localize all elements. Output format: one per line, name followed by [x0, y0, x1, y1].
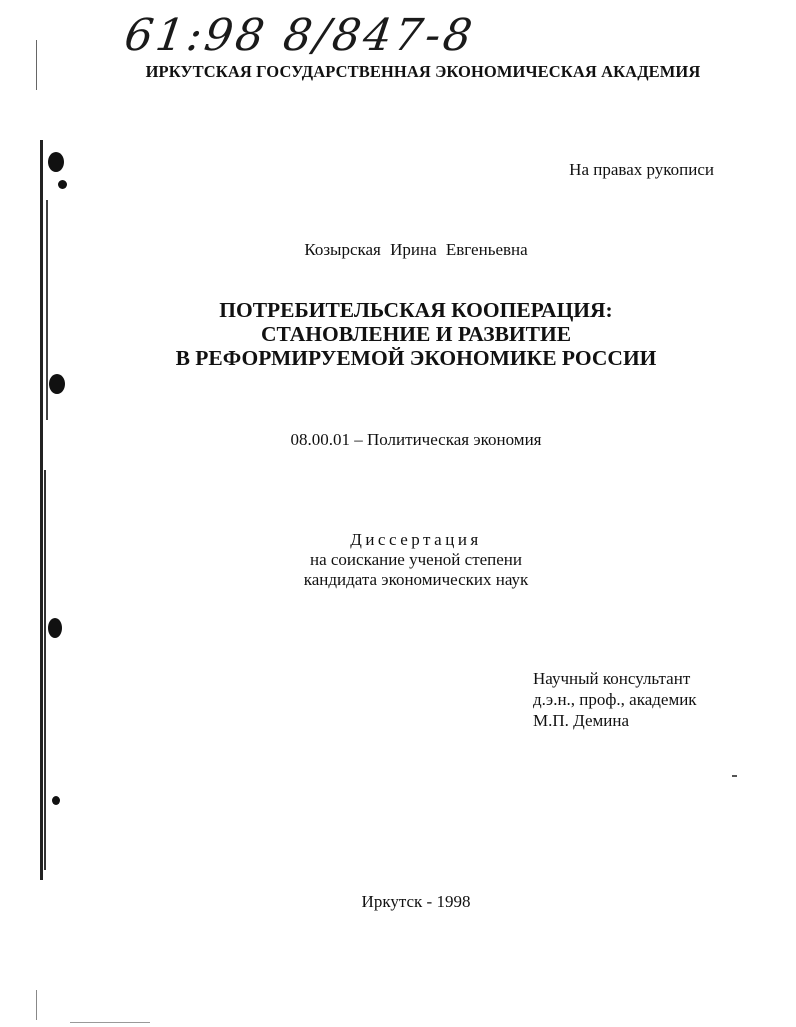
- institution-name: ИРКУТСКАЯ ГОСУДАРСТВЕННАЯ ЭКОНОМИЧЕСКАЯ АКАДЕМИЯ: [145, 62, 701, 81]
- dissertation-title: [0, 298, 796, 370]
- author-name: Козырская Ирина Евгеньевна: [304, 240, 528, 259]
- manuscript-note: На правах рукописи: [569, 160, 714, 179]
- consultant-role: Научный консультант: [533, 669, 691, 688]
- title-line-2: СТАНОВЛЕНИЕ И РАЗВИТИЕ: [260, 322, 572, 346]
- specialty-code: 08.00.01 – Политическая экономия: [290, 430, 542, 449]
- consultant-degree: д.э.н., проф., академик: [533, 690, 697, 709]
- title-line-1: ПОТРЕБИТЕЛЬСКАЯ КООПЕРАЦИЯ:: [219, 298, 613, 322]
- degree-line-2: кандидата экономических наук: [303, 570, 529, 589]
- title-line-3: В РЕФОРМИРУЕМОЙ ЭКОНОМИКЕ РОССИИ: [175, 346, 657, 370]
- dissertation-block: [0, 530, 796, 590]
- city-year: Иркутск - 1998: [361, 892, 471, 911]
- consultant-name: М.П. Демина: [533, 711, 629, 730]
- consultant-block: [533, 668, 697, 731]
- dissertation-type: Диссертация: [350, 530, 482, 549]
- degree-line-1: на соискание ученой степени: [309, 550, 523, 569]
- handwritten-catalog-code: 61:98 8/847-8: [121, 10, 479, 61]
